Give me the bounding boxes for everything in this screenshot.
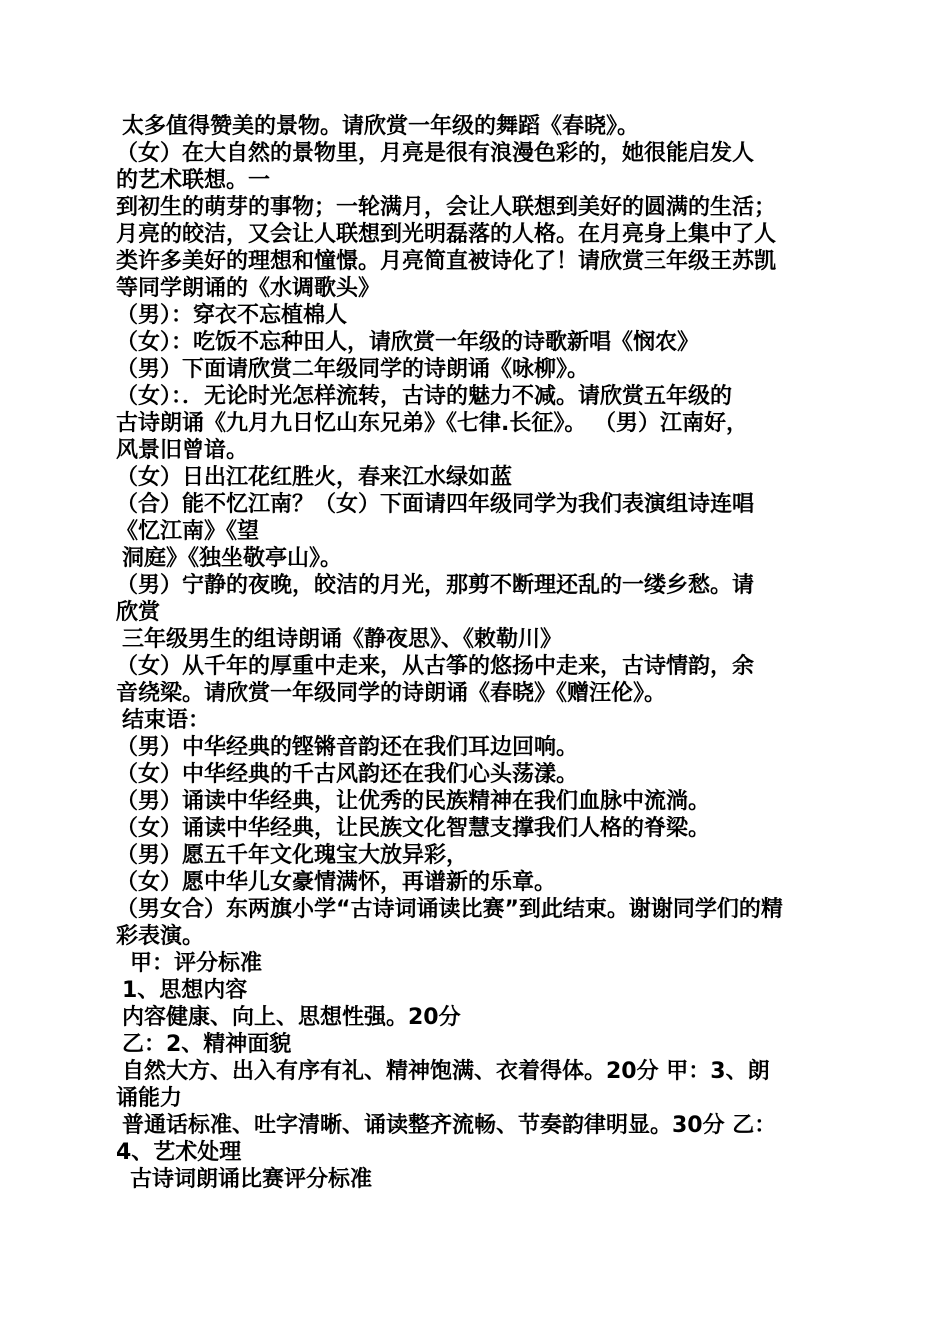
text-line: （男）愿五千年文化瑰宝大放异彩， <box>116 843 469 868</box>
text-line: （女）在大自然的景物里，月亮是很有浪漫色彩的，她很能启发人 <box>116 141 755 166</box>
text-line: 洞庭》《独坐敬亭山》。 <box>122 546 343 571</box>
text-line: （合）能不忆江南？（女）下面请四年级同学为我们表演组诗连唱 <box>116 492 755 517</box>
text-line: 自然大方、出入有序有礼、精神饱满、衣着得体。20分 甲：3、朗 <box>122 1059 770 1084</box>
text-line: （男女合）东两旗小学“古诗词诵读比赛”到此结束。谢谢同学们的精 <box>116 897 783 922</box>
text-line: 的艺术联想。一 <box>116 168 271 193</box>
text-line: 古诗词朗诵比赛评分标准 <box>130 1167 373 1192</box>
text-line: （男）下面请欣赏二年级同学的诗朗诵《咏柳》。 <box>116 357 590 382</box>
text-line: （男）：穿衣不忘植棉人 <box>116 303 348 328</box>
text-line: 太多值得赞美的景物。请欣赏一年级的舞蹈《春晓》。 <box>122 114 640 139</box>
text-line: 等同学朗诵的《水调歌头》 <box>116 276 381 301</box>
text-line: （女）中华经典的千古风韵还在我们心头荡漾。 <box>116 762 579 787</box>
text-line: 彩表演。 <box>116 924 205 949</box>
text-line: （女）日出江花红胜火，春来江水绿如蓝 <box>116 465 513 490</box>
text-line: （女）：吃饭不忘种田人，请欣赏一年级的诗歌新唱《悯农》 <box>116 330 700 355</box>
text-line: （男）宁静的夜晚，皎洁的月光，那剪不断理还乱的一缕乡愁。请 <box>116 573 755 598</box>
text-line: 《忆江南》《望 <box>116 519 260 544</box>
text-line: 4、艺术处理 <box>116 1140 242 1165</box>
text-line: 乙：2、精神面貌 <box>122 1032 292 1057</box>
text-line: 欣赏 <box>116 600 161 625</box>
text-line: 月亮的皎洁，又会让人联想到光明磊落的人格。在月亮身上集中了人 <box>116 222 777 247</box>
text-line: 三年级男生的组诗朗诵《静夜思》、《敕勒川》 <box>122 627 563 652</box>
text-line: （男）诵读中华经典，让优秀的民族精神在我们血脉中流淌。 <box>116 789 711 814</box>
text-line: （女）愿中华儿女豪情满怀，再谱新的乐章。 <box>116 870 557 895</box>
text-line: （男）中华经典的铿锵音韵还在我们耳边回响。 <box>116 735 579 760</box>
text-line: 到初生的萌芽的事物；一轮满月，会让人联想到美好的圆满的生活； <box>116 195 777 220</box>
text-line: 类许多美好的理想和憧憬。月亮简直被诗化了！请欣赏三年级王苏凯 <box>116 249 777 274</box>
text-line: 普通话标准、吐字清晰、诵读整齐流畅、节奏韵律明显。30分 乙： <box>122 1113 777 1138</box>
text-line: （女）：．无论时光怎样流转，古诗的魅力不减。请欣赏五年级的 <box>116 384 733 409</box>
text-line: 内容健康、向上、思想性强。20分 <box>122 1005 461 1030</box>
text-line: 古诗朗诵《九月九日忆山东兄弟》《七律.长征》。 （男）江南好， <box>116 411 749 436</box>
text-line: 1、思想内容 <box>122 978 248 1003</box>
text-line: 甲：评分标准 <box>130 951 263 976</box>
document-body <box>116 113 840 1193</box>
text-line: （女）诵读中华经典，让民族文化智慧支撑我们人格的脊梁。 <box>116 816 711 841</box>
text-line: 风景旧曾谙。 <box>116 438 249 463</box>
text-line: （女）从千年的厚重中走来，从古筝的悠扬中走来，古诗情韵，余 <box>116 654 755 679</box>
text-line: 音绕梁。请欣赏一年级同学的诗朗诵《春晓》《赠汪伦》。 <box>116 681 667 706</box>
text-line: 诵能力 <box>116 1086 183 1111</box>
text-line: 结束语： <box>122 708 211 733</box>
